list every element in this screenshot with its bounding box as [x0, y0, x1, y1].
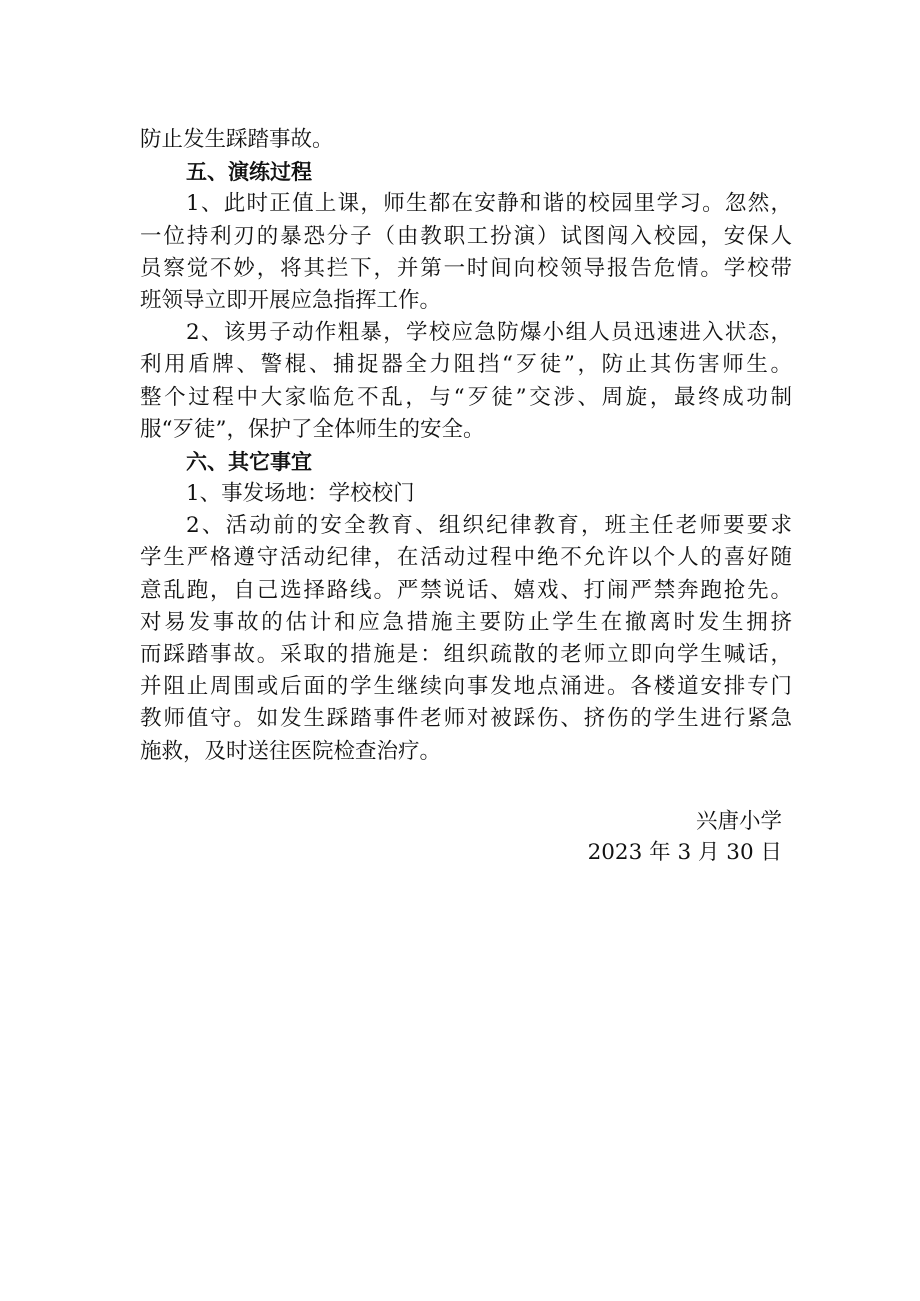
signature-date: 2023 年 3 月 30 日 [587, 840, 782, 865]
text-line-12: 1、事发场地：学校校门 [186, 481, 415, 507]
text-line-4: 一位持利刃的暴恐分子（由教职工扮演）试图闯入校园，安保人 [140, 223, 792, 249]
text-line-9: 整个过程中大家临危不乱，与“歹徒”交涉、周旋，最终成功制 [140, 384, 792, 410]
text-line-16: 对易发事故的估计和应急措施主要防止学生在撤离时发生拥挤 [140, 609, 792, 635]
text-line-19: 教师值守。如发生踩踏事件老师对被踩伤、挤伤的学生进行紧急 [140, 706, 792, 732]
text-line-13: 2、活动前的安全教育、组织纪律教育，班主任老师要要求 [186, 513, 792, 539]
text-line-1: 防止发生踩踏事故。 [140, 127, 334, 152]
text-line-15: 意乱跑，自己选择路线。严禁说话、嬉戏、打闹严禁奔跑抢先。 [140, 577, 792, 603]
section-heading-6: 六、其它事宜 [186, 449, 312, 474]
text-line-17: 而踩踏事故。采取的措施是：组织疏散的老师立即向学生喊话， [140, 642, 792, 667]
text-line-3: 1、此时正值上课，师生都在安静和谐的校园里学习。忽然， [186, 191, 792, 217]
text-line-5: 员察觉不妙，将其拦下，并第一时间向校领导报告危情。学校带 [140, 255, 792, 281]
text-line-18: 并阻止周围或后面的学生继续向事发地点涌进。各楼道安排专门 [140, 674, 792, 700]
section-heading-5: 五、演练过程 [186, 160, 312, 185]
text-line-7: 2、该男子动作粗暴，学校应急防爆小组人员迅速进入状态， [186, 320, 792, 346]
signature-organization: 兴唐小学 [695, 809, 782, 834]
text-line-20: 施救，及时送往医院检查治疗。 [140, 738, 442, 764]
text-line-10: 服“歹徒”，保护了全体师生的安全。 [140, 416, 485, 442]
text-line-14: 学生严格遵守活动纪律，在活动过程中绝不允许以个人的喜好随 [140, 545, 792, 571]
document-body [140, 124, 792, 768]
text-line-8: 利用盾牌、警棍、捕捉器全力阻挡“歹徒”，防止其伤害师生。 [140, 352, 792, 378]
text-line-6: 班领导立即开展应急指挥工作。 [140, 287, 442, 313]
